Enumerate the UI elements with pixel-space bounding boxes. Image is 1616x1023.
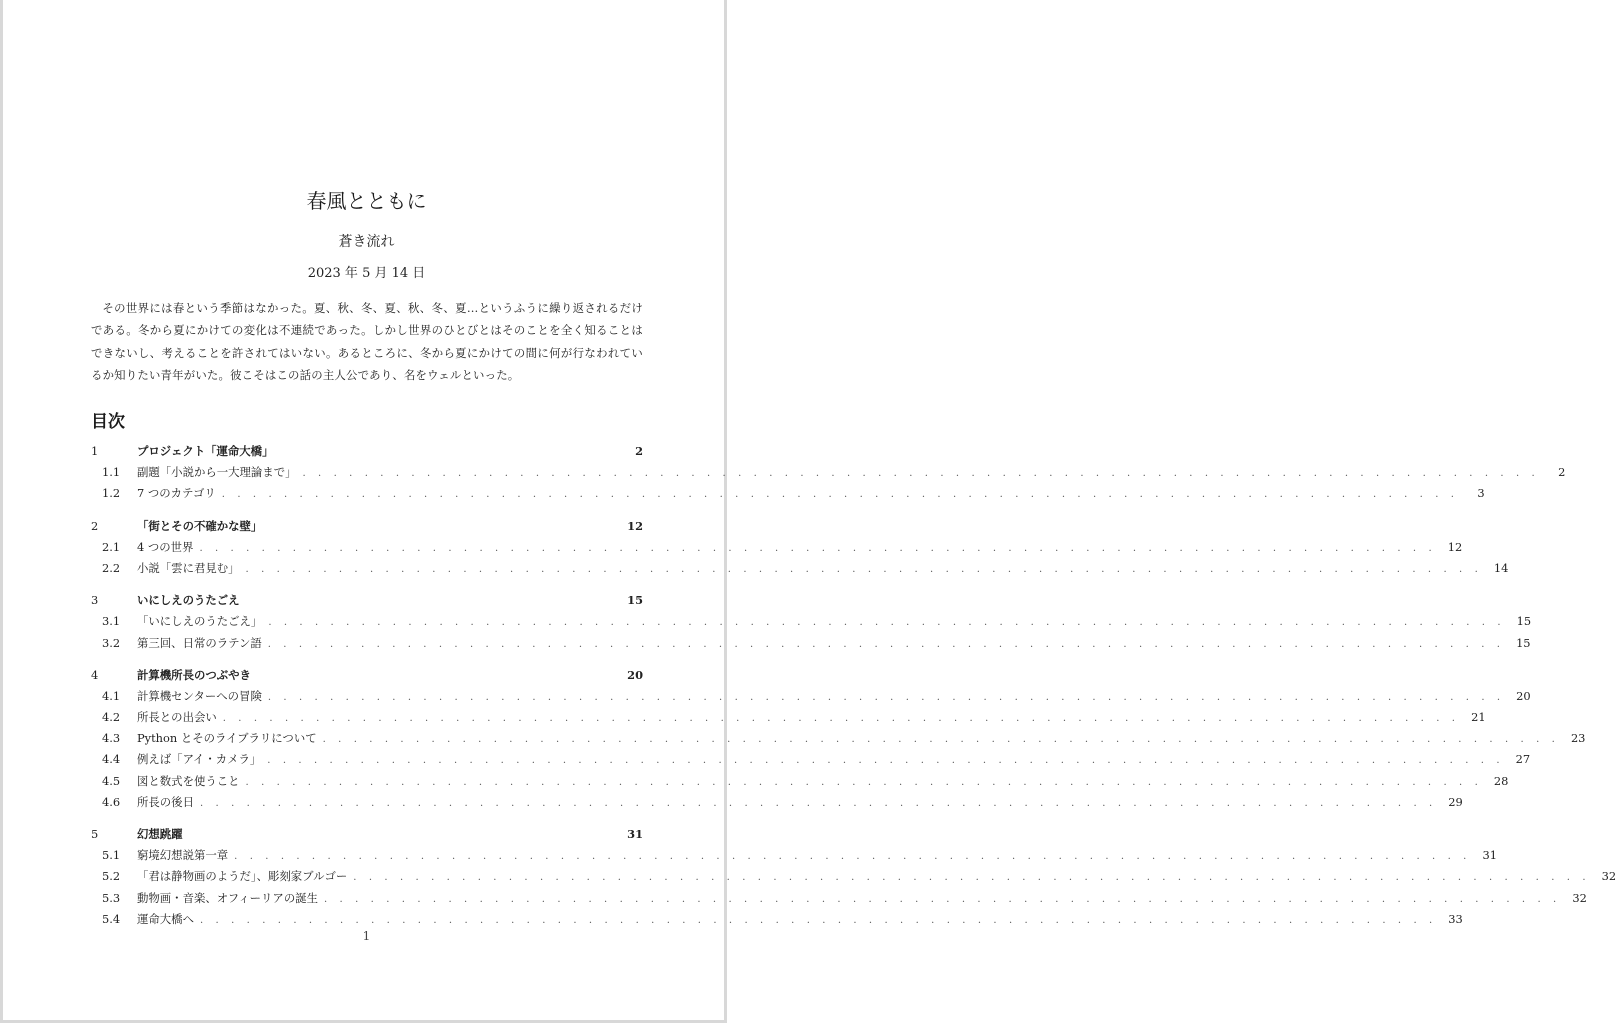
toc-entry-subsection[interactable]	[91, 485, 1485, 506]
toc-entry-number: 5.1	[102, 848, 121, 863]
toc-entry-number: 1	[91, 444, 99, 458]
toc-dot-leader: . . . . . . . . . . . . . . . . . . . . . . . . . . . . . . . . . . . . . . . . . . . . . . . . . . . . . . . . . . . . . . . . . . . . . . . . . . . . . . . .	[245, 776, 1483, 788]
toc-entry-page[interactable]: 32	[1572, 890, 1587, 905]
toc-entry-number: 1.1	[102, 465, 121, 480]
toc-dot-leader: . . . . . . . . . . . . . . . . . . . . . . . . . . . . . . . . . . . . . . . . . . . . . . . . . . . . . . . . . . . . . . . . . . . . . . . . . . . . . . . .	[199, 797, 1437, 809]
toc-entry-label[interactable]: 第三回、日常のラテン語	[137, 635, 262, 650]
toc-entry-section[interactable]	[91, 592, 643, 613]
toc-entry-number: 1.2	[102, 486, 121, 501]
toc-entry-number: 4.1	[102, 688, 121, 703]
toc-entry-number: 4.4	[102, 752, 121, 767]
toc-entry-page[interactable]: 20	[627, 667, 643, 682]
toc-entry-subsection[interactable]	[91, 751, 1531, 772]
toc-section	[91, 518, 1509, 582]
toc-entry-number: 4.6	[102, 794, 121, 809]
toc-entry-section[interactable]	[91, 443, 643, 464]
toc-entry-number: 4	[91, 667, 99, 682]
toc-entry-label[interactable]: 図と数式を使うこと	[137, 773, 240, 788]
toc-entry-label[interactable]: 副題「小説から一大理論まで」	[137, 465, 297, 480]
toc-entry-page[interactable]: 14	[1493, 560, 1509, 575]
toc-entry-subsection[interactable]	[91, 613, 1532, 634]
toc-entry-page[interactable]: 20	[1516, 688, 1531, 703]
toc-entry-page[interactable]: 32	[1601, 869, 1616, 884]
toc-entry-page[interactable]: 2	[635, 444, 643, 458]
toc-entry-number: 3	[91, 593, 99, 608]
toc-section	[91, 443, 1566, 507]
toc-entry-subsection[interactable]	[91, 688, 1531, 709]
toc-entry-number: 3.2	[102, 635, 121, 650]
toc-entry-number: 5.2	[102, 869, 121, 884]
toc-entry-page[interactable]: 12	[1447, 539, 1463, 554]
toc-entry-number: 5.3	[102, 890, 121, 905]
toc-entry-label[interactable]: 所長の後日	[137, 794, 194, 809]
toc-entry-subsection[interactable]	[91, 847, 1497, 868]
toc-entry-label[interactable]: 7 つのカテゴリ	[137, 486, 216, 501]
toc-dot-leader: . . . . . . . . . . . . . . . . . . . . . . . . . . . . . . . . . . . . . . . . . . . . . . . . . . . . . . . . . . . . . . . . . . . . . . . . . . . . . . . .	[268, 617, 1506, 629]
toc-entry-page[interactable]: 27	[1515, 752, 1531, 767]
toc-dot-leader: . . . . . . . . . . . . . . . . . . . . . . . . . . . . . . . . . . . . . . . . . . . . . . . . . . . . . . . . . . . . . . . . . . . . . . . . . . . . . . . .	[267, 755, 1505, 767]
toc-entry-label[interactable]: 動物画・音楽、オフィーリアの誕生	[137, 890, 318, 905]
toc-entry-subsection[interactable]	[91, 773, 1509, 794]
toc-entry-label[interactable]: いにしえのうたごえ	[137, 593, 240, 608]
toc-entry-label[interactable]: 計算機センターへの冒険	[137, 688, 262, 703]
toc-entry-number: 2.2	[102, 560, 121, 575]
toc-entry-page[interactable]: 15	[627, 593, 643, 608]
toc-section	[91, 592, 1532, 656]
toc-entry-label[interactable]: 計算機所長のつぶやき	[137, 667, 251, 682]
toc-dot-leader: . . . . . . . . . . . . . . . . . . . . . . . . . . . . . . . . . . . . . . . . . . . . . . . . . . . . . . . . . . . . . . . . . . . . . . . . . . . . . . . .	[267, 691, 1505, 703]
toc-dot-leader: . . . . . . . . . . . . . . . . . . . . . . . . . . . . . . . . . . . . . . . . . . . . . . . . . . . . . . . . . . . . . . . . . . . . . . . . . . . . . . . .	[222, 713, 1460, 725]
toc-entry-label[interactable]: 窮境幻想説第一章	[137, 848, 229, 863]
toc-entry-label[interactable]: Python とそのライブラリについて	[137, 731, 317, 746]
toc-dot-leader: . . . . . . . . . . . . . . . . . . . . . . . . . . . . . . . . . . . . . . . . . . . . . . . . . . . . . . . . . . . . . . . . . . . . . . . . . . . . . . . .	[199, 914, 1437, 926]
toc-entry-page[interactable]: 29	[1448, 794, 1463, 809]
table-of-contents	[91, 443, 1616, 943]
toc-section	[91, 826, 1616, 932]
toc-entry-page[interactable]: 31	[1482, 848, 1497, 863]
toc-entry-number: 4.5	[102, 773, 121, 788]
toc-dot-leader: . . . . . . . . . . . . . . . . . . . . . . . . . . . . . . . . . . . . . . . . . . . . . . . . . . . . . . . . . . . . . . . . . . . . . . . . . . . . . . . .	[245, 563, 1483, 575]
toc-dot-leader: . . . . . . . . . . . . . . . . . . . . . . . . . . . . . . . . . . . . . . . . . . . . . . . . . . . . . . . . . . . . . . . . . . . . . . . . . . . . . . . .	[234, 851, 1471, 863]
toc-dot-leader: . . . . . . . . . . . . . . . . . . . . . . . . . . . . . . . . . . . . . . . . . . . . . . . . . . . . . . . . . . . . . . . . . . . . . . . . . . . . . . . .	[324, 893, 1561, 905]
toc-entry-number: 4.3	[102, 731, 121, 746]
toc-entry-page[interactable]: 33	[1448, 911, 1463, 926]
toc-entry-number: 5.4	[102, 911, 121, 926]
toc-entry-label[interactable]: 4 つの世界	[137, 539, 194, 554]
toc-entry-number: 5	[91, 827, 99, 841]
toc-entry-label[interactable]: 所長との出会い	[137, 710, 217, 725]
toc-entry-label[interactable]: 運命大橋へ	[137, 911, 194, 926]
toc-entry-section[interactable]	[91, 667, 643, 688]
toc-entry-label[interactable]: 小説「雲に君見む」	[137, 560, 240, 575]
toc-entry-page[interactable]: 12	[627, 518, 643, 533]
toc-entry-subsection[interactable]	[91, 635, 1531, 656]
document-date: 2023 年 5 月 14 日	[307, 266, 426, 281]
toc-dot-leader: . . . . . . . . . . . . . . . . . . . . . . . . . . . . . . . . . . . . . . . . . . . . . . . . . . . . . . . . . . . . . . . . . . . . . . . . . . . . . . . .	[353, 872, 1591, 884]
toc-entry-page[interactable]: 28	[1493, 773, 1509, 788]
toc-entry-page[interactable]: 21	[1471, 710, 1486, 725]
toc-entry-label[interactable]: プロジェクト「運命大橋」	[137, 444, 274, 458]
toc-dot-leader: . . . . . . . . . . . . . . . . . . . . . . . . . . . . . . . . . . . . . . . . . . . . . . . . . . . . . . . . . . . . . . . . . . . . . . . . . . . . . . . .	[199, 542, 1437, 554]
page-number: 1	[362, 929, 371, 943]
document-title: 春風とともに	[306, 189, 427, 213]
toc-entry-subsection[interactable]	[91, 560, 1509, 581]
toc-entry-label[interactable]: 幻想跳躍	[137, 827, 183, 841]
toc-entry-page[interactable]: 2	[1558, 465, 1566, 480]
toc-entry-subsection[interactable]	[91, 464, 1566, 485]
toc-entry-page[interactable]: 31	[627, 827, 643, 841]
toc-entry-page[interactable]: 15	[1516, 614, 1532, 629]
toc-entry-page[interactable]: 15	[1516, 635, 1531, 650]
toc-entry-number: 4.2	[102, 710, 121, 725]
toc-entry-subsection[interactable]	[91, 709, 1486, 730]
document-author: 蒼き流れ	[338, 234, 395, 250]
toc-entry-label[interactable]: 「街とその不確かな壁」	[137, 518, 263, 533]
toc-entry-page[interactable]: 23	[1570, 731, 1586, 746]
toc-entry-label[interactable]: 例えば「アイ・カメラ」	[137, 752, 262, 767]
toc-entry-subsection[interactable]	[91, 539, 1463, 560]
toc-heading: 目次	[91, 412, 125, 432]
toc-entry-number: 3.1	[102, 614, 121, 629]
toc-entry-label[interactable]: 「いにしえのうたごえ」	[137, 614, 263, 629]
toc-entry-subsection[interactable]	[91, 868, 1616, 889]
toc-entry-section[interactable]	[91, 518, 643, 539]
toc-dot-leader: . . . . . . . . . . . . . . . . . . . . . . . . . . . . . . . . . . . . . . . . . . . . . . . . . . . . . . . . . . . . . . . . . . . . . . . . . . . . . . . .	[302, 468, 1540, 480]
toc-dot-leader: . . . . . . . . . . . . . . . . . . . . . . . . . . . . . . . . . . . . . . . . . . . . . . . . . . . . . . . . . . . . . . . . . . . . . . . . . . . . . . . .	[322, 734, 1560, 746]
toc-dot-leader: . . . . . . . . . . . . . . . . . . . . . . . . . . . . . . . . . . . . . . . . . . . . . . . . . . . . . . . . . . . . . . . . . . . . . . . . . . . . . . . .	[267, 638, 1505, 650]
toc-section	[91, 667, 1586, 815]
abstract-paragraph: その世界には春という季節はなかった。夏、秋、冬、夏、秋、冬、夏…というふうに繰り返されるだけである。冬から夏にかけての変化は不連続であった。しかし世界のひとびとはそのことを全く知ることはできないし、考えることを許されてはいない。あるところに、冬から夏にかけての間に何が行なわれているか知りたい青年がいた。彼こそはこの話の主人公であり、名をウェルといった。	[91, 301, 643, 382]
toc-entry-number: 2	[91, 518, 99, 533]
toc-entry-subsection[interactable]	[91, 794, 1463, 815]
toc-entry-subsection[interactable]	[91, 730, 1586, 751]
toc-dot-leader: . . . . . . . . . . . . . . . . . . . . . . . . . . . . . . . . . . . . . . . . . . . . . . . . . . . . . . . . . . . . . . . . . . . . . . . . . . . . . . . .	[221, 489, 1459, 501]
toc-entry-page[interactable]: 3	[1477, 486, 1485, 501]
toc-entry-subsection[interactable]	[91, 890, 1587, 911]
toc-entry-label[interactable]: 「君は静物画のようだ」、彫刻家ブルゴー	[137, 869, 348, 884]
toc-entry-section[interactable]	[91, 826, 643, 847]
toc-entry-number: 2.1	[102, 539, 121, 554]
